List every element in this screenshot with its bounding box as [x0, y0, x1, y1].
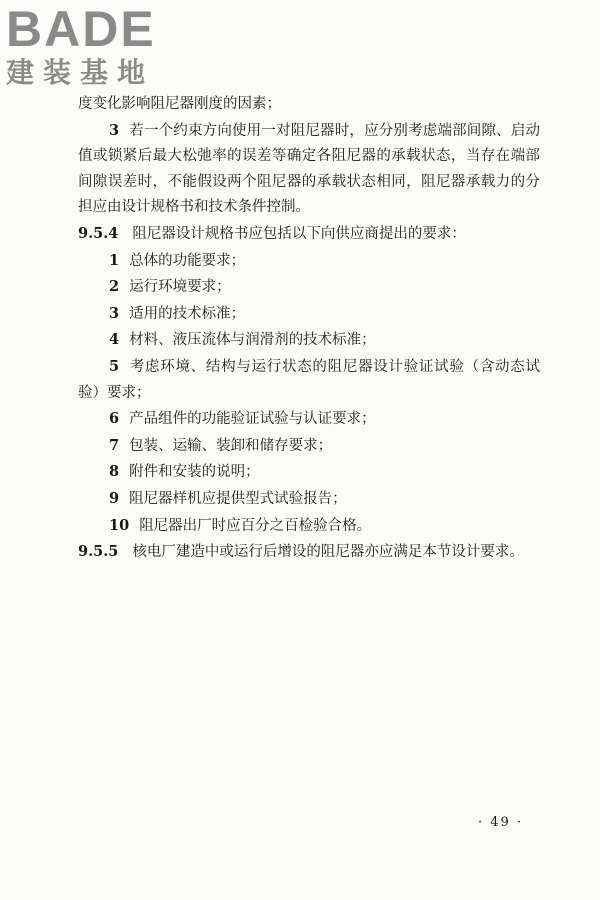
list-item [78, 513, 540, 540]
item-text: 运行环境要求； [129, 279, 231, 296]
item-number: 3 [109, 121, 120, 139]
item-number: 8 [109, 463, 120, 481]
item-text: 考虑环境、结构与运行状态的阻尼器设计验证试验（含动态试验）要求； [78, 358, 540, 401]
list-item [78, 433, 540, 460]
clause-text: 阻尼器设计规格书应包括以下向供应商提出的要求： [132, 225, 466, 242]
item-number: 5 [109, 357, 120, 375]
section-clause [78, 221, 540, 248]
item-text: 附件和安装的说明； [129, 464, 260, 481]
item-text: 总体的功能要求； [129, 252, 246, 269]
item-number: 4 [109, 331, 120, 349]
item-number: 1 [109, 251, 120, 269]
list-item [78, 274, 540, 301]
paragraph-text: 度变化影响阻尼器刚度的因素； [78, 96, 281, 112]
item-text: 阻尼器样机应提供型式试验报告； [129, 490, 347, 507]
clause-number: 9.5.4 [78, 224, 119, 242]
logo-chinese: 建装基地 [6, 56, 155, 89]
list-item [78, 354, 540, 406]
item-text: 阻尼器出厂时应百分之百检验合格。 [139, 517, 372, 534]
list-item [78, 486, 540, 513]
clause-text: 核电厂建造中或运行后增设的阻尼器亦应满足本节设计要求。 [132, 544, 524, 561]
page-body [78, 92, 540, 566]
list-item [78, 406, 540, 433]
page-number: · 49 · [478, 815, 524, 830]
item-number: 6 [109, 410, 120, 428]
list-item [78, 118, 540, 221]
item-number: 2 [109, 278, 120, 296]
item-text: 材料、液压流体与润滑剂的技术标准； [129, 332, 376, 349]
logo-wordmark: BADE [6, 1, 156, 57]
list-item [78, 327, 540, 354]
item-text: 若一个约束方向使用一对阻尼器时，应分别考虑端部间隙、启动值或锁紧后最大松弛率的误差等确定各阻尼器的承载状态，当存在端部间隙误差时，不能假设两个阻尼器的承载状态相同，阻尼器承载力的分担应由设计规格书和技术条件控制。 [78, 122, 540, 216]
section-clause [78, 539, 540, 566]
logo [6, 1, 156, 89]
list-item [78, 459, 540, 486]
item-number: 7 [109, 436, 120, 454]
item-text: 适用的技术标准； [129, 305, 246, 322]
paragraph [78, 92, 540, 118]
clause-number: 9.5.5 [78, 543, 119, 561]
list-item [78, 301, 540, 328]
item-number: 9 [109, 489, 120, 507]
list-item [78, 248, 540, 275]
item-number: 3 [109, 304, 120, 322]
item-text: 包装、运输、装卸和储存要求； [129, 437, 333, 454]
item-text: 产品组件的功能验证试验与认证要求； [129, 411, 376, 428]
item-number: 10 [109, 516, 130, 534]
